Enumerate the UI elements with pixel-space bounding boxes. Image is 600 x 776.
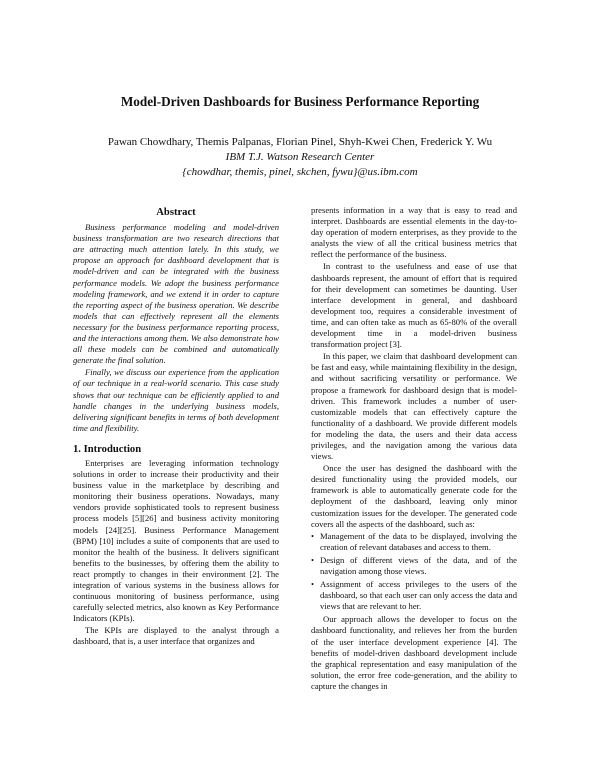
right-paragraph-1: In contrast to the usefulness and ease of use that dashboards represent, the amount of effort that is required for their development can sometimes be daunting. User interface development in general, and dashboard development too, requires a considerable investment of time, and can often take as much as 65-80% of the overall development time in a model-driven business transformation project [3]. [311, 261, 517, 350]
left-column [73, 205, 279, 649]
bullet-item: • Design of different views of the data, and of the navigation among those views. [311, 555, 517, 577]
right-column [311, 205, 517, 693]
abstract-heading: Abstract [156, 207, 196, 218]
author-list: Pawan Chowdhary, Themis Palpanas, Florian Pinel, Shyh-Kwei Chen, Frederick Y. Wu [107, 136, 493, 148]
affiliation: IBM T.J. Watson Research Center [225, 151, 375, 163]
right-closing-paragraph: Our approach allows the developer to focus on the dashboard functionality, and relieves her from the burden of the user interface development experience [4]. The benefits of model-driven dashboard development include the graphical representation and easy manipulation of the solution, the error free code-generation, and the ability to capture the changes in [311, 614, 517, 691]
right-paragraph-3: Once the user has designed the dashboard with the desired functionality using the provided models, our framework is able to automatically generate code for the deployment of the dashboard, leaving only minor customization issues for the developer. The generated code covers all the aspects of the dashboard, such as: [311, 463, 517, 529]
abstract-section [73, 207, 279, 434]
bullet-item: • Management of the data to be displayed, involving the creation of relevant databases and access to them. [311, 531, 517, 553]
bullet-list [311, 531, 517, 613]
intro-paragraph-1: Enterprises are leveraging information technology solutions in order to increase their productivity and their business value in the marketplace by describing and monitoring their business operations. Nowadays, many vendors provide sophisticated tools to represent business process models [5][26] and business activity monitoring models [24][25]. Business Performance Management (BPM) [10] includes a suite of components that are used to monitor the health of the business. It delivers significant benefits to the businesses, by offering them the ability to react promptly to changes in their environment [2]. The integration of various systems in the business allows for continuous monitoring of business performance, using carefully selected metrics, also known as Key Performance Indicators (KPIs). [73, 457, 279, 624]
bullet-item: • Assignment of access privileges to the users of the dashboard, so that each user can only access the data and views that are relevant to her. [311, 579, 517, 612]
right-paragraph-2: In this paper, we claim that dashboard development can be fast and easy, while maintaining flexibility in the design, and without sacrificing versatility or performance. We propose a framework for dashboard design that is model-driven. This framework includes a number of user-customizable models that can effectively capture the functionality of a dashboard. We provide different models for modeling the data, the users and their data access privileges, and the navigation among the various data views. [311, 351, 517, 462]
intro-paragraph-2: The KPIs are displayed to the analyst through a dashboard, that is, a user interface that organizes and [73, 625, 279, 647]
intro-continuation: presents information in a way that is easy to read and interpret. Dashboards are essential elements in the day-to-day operation of modern enterprises, as they provide to the analysts the view of all the critical business metrics that reflect the performance of the business. [311, 205, 517, 260]
paper-title: Model-Driven Dashboards for Business Performance Reporting [120, 94, 480, 109]
abstract-paragraph-2: Finally, we discuss our experience from the application of our technique in a real-world scenario. This case study shows that our technique can be efficiently applied to and handle changes in the underlying business models, delivering significant benefits in terms of both development time and flexibility. [73, 367, 279, 433]
author-emails: {chowdhar, themis, pinel, skchen, fywu}@us.ibm.com [182, 166, 418, 178]
abstract-paragraph-1: Business performance modeling and model-driven business transformation are two research directions that are attracting much attention lately. In this study, we propose an approach for dashboard development that is model-driven and can be integrated with the business performance models. We adopt the business performance modeling framework, and we extend it in order to capture the reporting aspect of the business operation. We describe models that can effectively represent all the elements necessary for the business performance reporting process, and the interactions among them. We also demonstrate how all these models can be combined and automatically generate the final solution. [73, 222, 279, 366]
introduction-heading: 1. Introduction [73, 443, 142, 455]
